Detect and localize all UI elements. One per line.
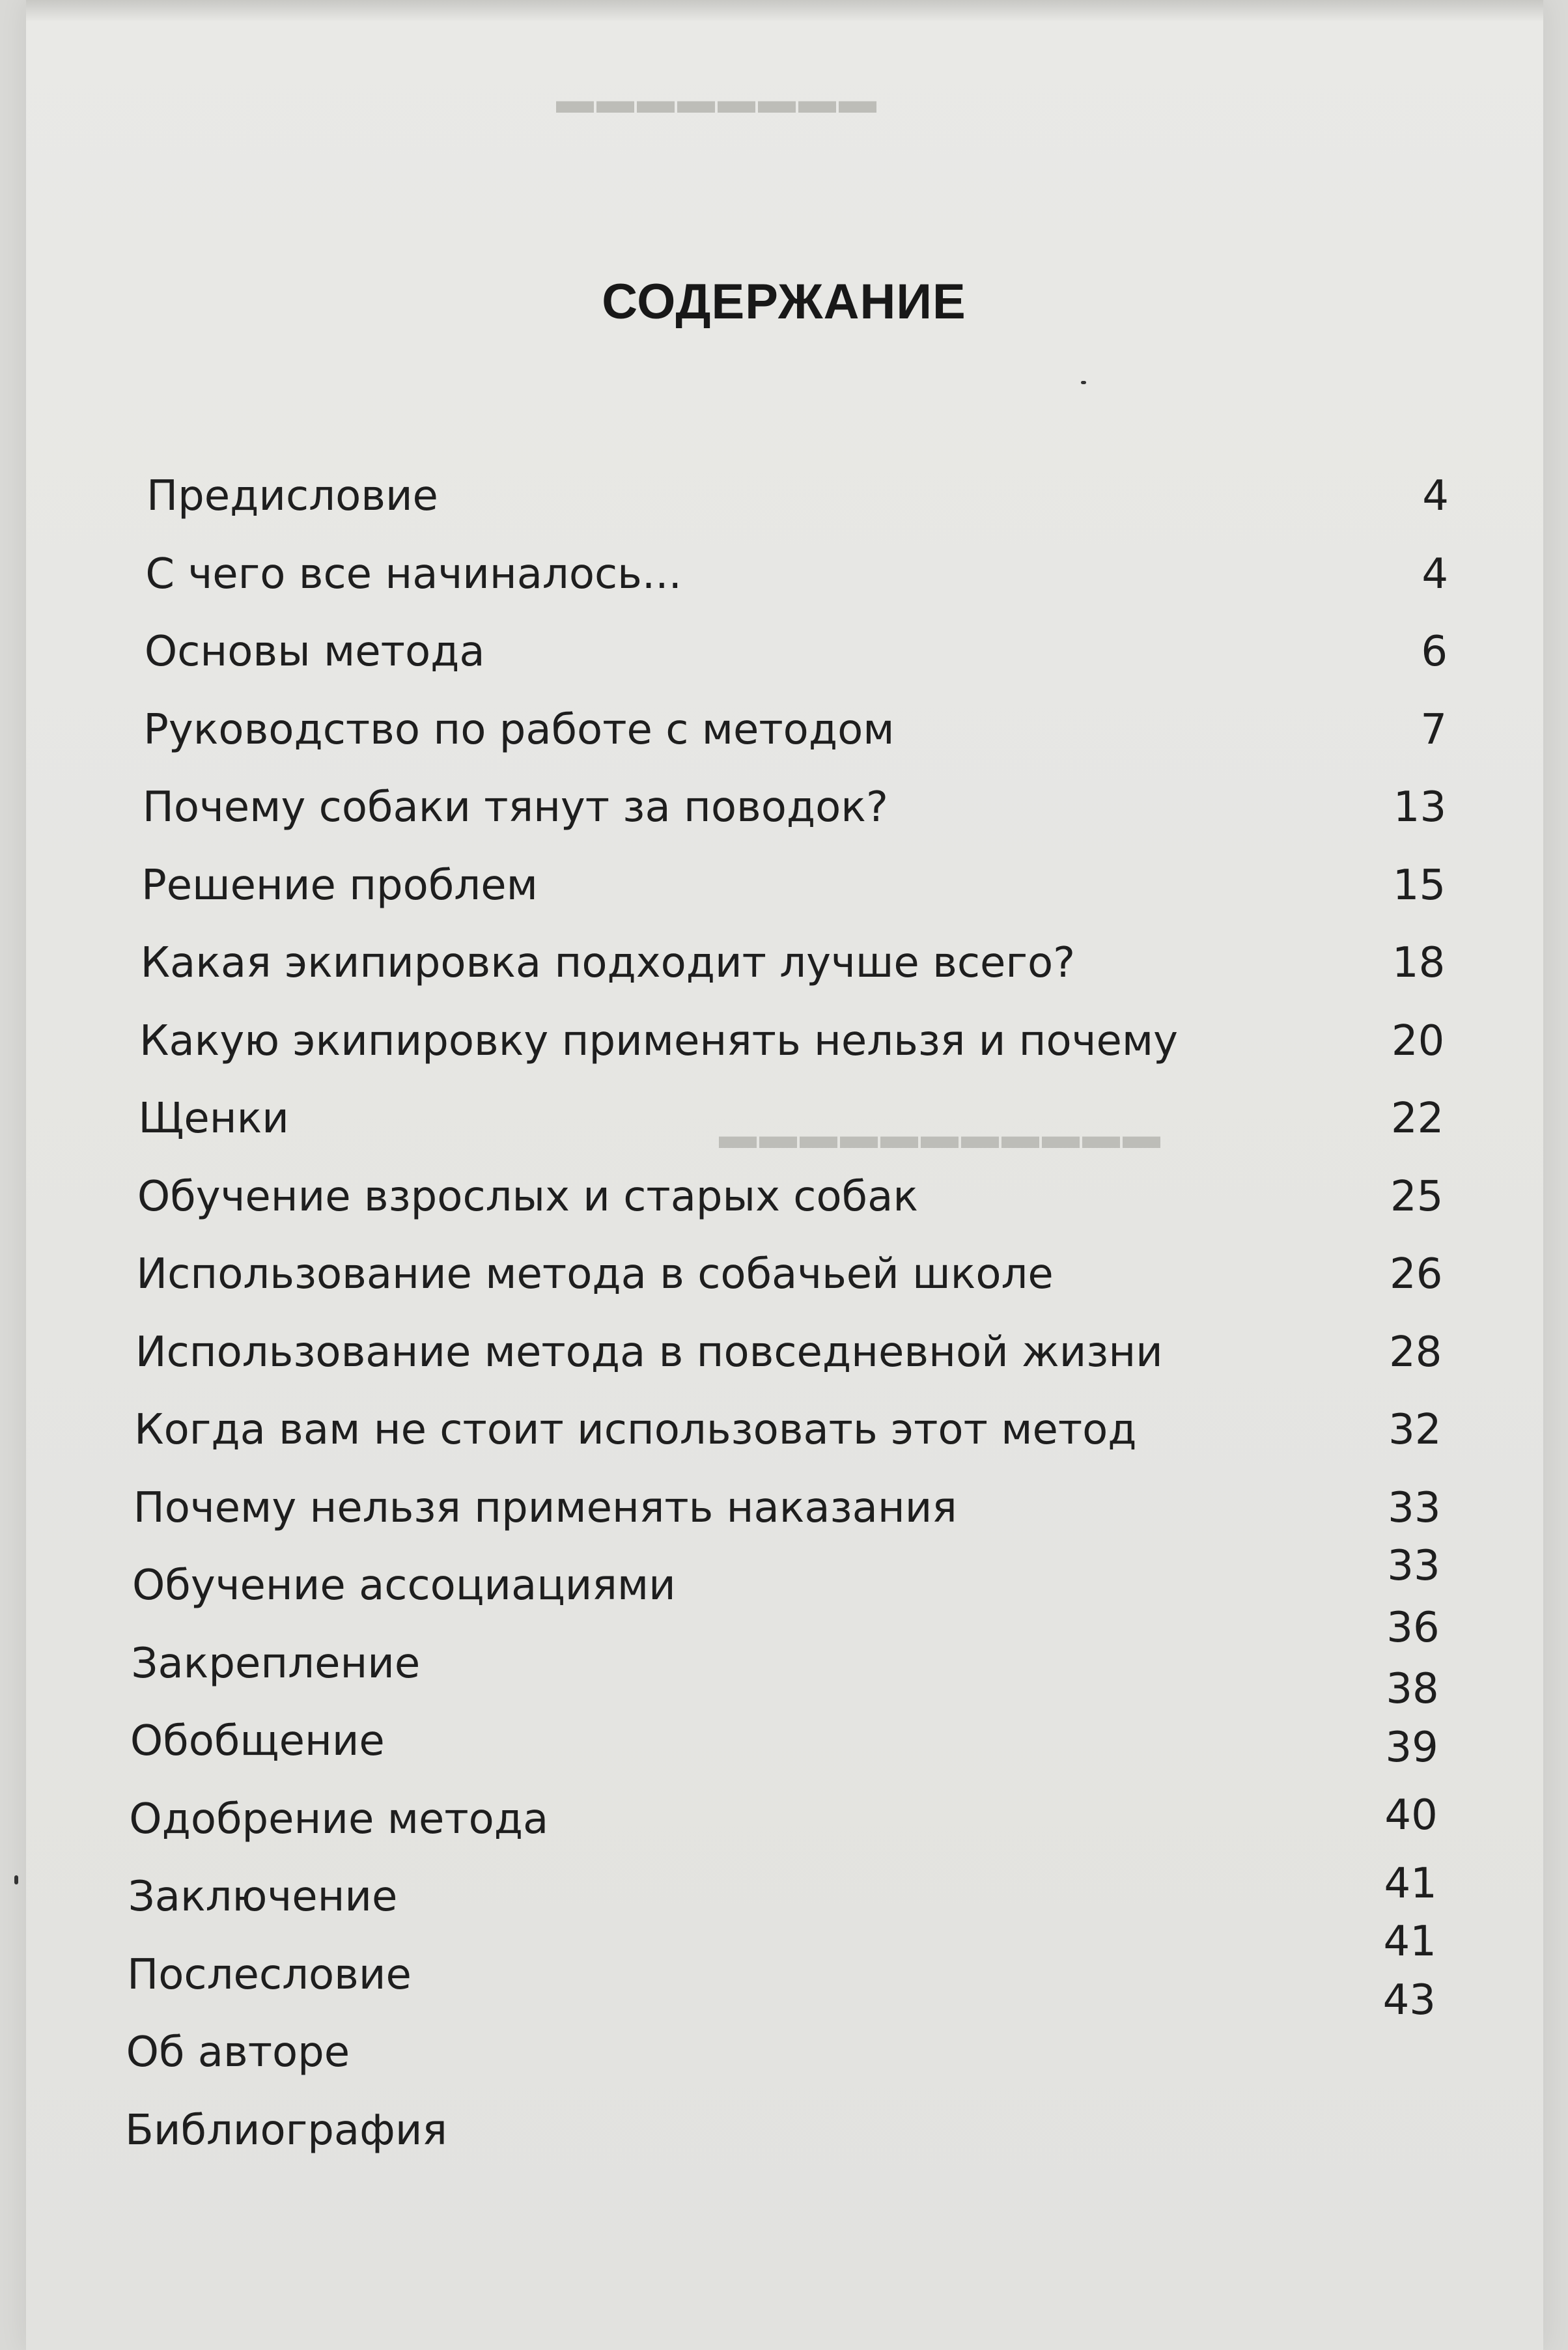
toc-entry	[0, 706, 1568, 777]
toc-entry	[0, 783, 1568, 855]
toc-entry	[0, 1017, 1568, 1089]
toc-entry-page-number: 6	[1421, 628, 1448, 676]
toc-entry	[0, 861, 1568, 933]
toc-entry-page-number: 33	[1387, 1542, 1440, 1590]
page-top-shadow	[26, 0, 1543, 22]
toc-entry-label: Почему нельзя применять наказания	[133, 1483, 957, 1532]
dust-speck	[1081, 381, 1086, 384]
toc-entry-page-number: 20	[1391, 1016, 1445, 1065]
page-title: СОДЕРЖАНИЕ	[602, 274, 966, 329]
toc-entry-label: Обобщение	[130, 1717, 385, 1765]
toc-entry-page-number: 22	[1390, 1095, 1444, 1143]
toc-entry-label: Какая экипировка подходит лучше всего?	[140, 939, 1076, 987]
toc-entry-page-number: 4	[1422, 472, 1449, 520]
toc-entry	[0, 1406, 1568, 1477]
toc-entry	[0, 1173, 1568, 1244]
toc-entry-label: Закрепление	[131, 1639, 421, 1688]
toc-entry-label: Основы метода	[144, 628, 485, 676]
toc-entry-page-number: 43	[1382, 1976, 1436, 2024]
toc-entry-label: Об авторе	[126, 2028, 350, 2077]
toc-entry-label: Обучение ассоциациями	[132, 1561, 676, 1610]
toc-entry-label: Щенки	[138, 1095, 289, 1143]
toc-entry-label: Какую экипировку применять нельзя и почему	[139, 1016, 1178, 1065]
toc-entry-label: Библиография	[125, 2106, 447, 2155]
toc-entry-page-number: 13	[1393, 783, 1447, 832]
toc-entry-label: Почему собаки тянут за поводок?	[142, 783, 888, 832]
toc-entry-page-number: 15	[1392, 861, 1446, 910]
toc-entry-page-number: 41	[1384, 1859, 1437, 1908]
toc-entry-page-number: 26	[1390, 1250, 1443, 1298]
toc-entry	[0, 1095, 1568, 1166]
toc-entry	[0, 1328, 1568, 1400]
toc-entry-page-number: 18	[1392, 939, 1446, 987]
toc-entry-page-number: 39	[1385, 1723, 1438, 1772]
toc-entry-page-number: 36	[1386, 1603, 1440, 1652]
show-through-subheading-decoration: ▬▬▬▬▬▬▬▬▬▬▬	[716, 1114, 1160, 1156]
dust-speck	[14, 1875, 18, 1884]
toc-entry-label: Решение проблем	[141, 861, 538, 910]
toc-entry-page-number: 28	[1389, 1328, 1442, 1377]
toc-entry	[0, 550, 1568, 622]
toc-entry-page-number: 40	[1384, 1791, 1438, 1839]
toc-entry-label: Предисловие	[147, 472, 438, 520]
toc-entry-label: С чего все начиналось...	[145, 550, 682, 598]
toc-entry-label: Одобрение метода	[129, 1795, 549, 1843]
toc-entry-label: Использование метода в повседневной жизни	[135, 1328, 1163, 1377]
toc-entry-page-number: 7	[1420, 705, 1448, 754]
toc-entry-label: Когда вам не стоит использовать этот метод	[134, 1406, 1137, 1454]
toc-entry	[0, 472, 1568, 544]
show-through-heading-decoration: ▬▬▬▬▬▬▬▬	[553, 79, 876, 121]
toc-entry-page-number: 33	[1388, 1483, 1441, 1532]
toc-entry-label: Использование метода в собачьей школе	[136, 1250, 1054, 1298]
toc-entry-page-number: 38	[1386, 1665, 1439, 1713]
toc-entry-page-number: 41	[1383, 1918, 1436, 1966]
toc-entry	[0, 628, 1568, 699]
toc-entry	[0, 939, 1568, 1011]
toc-entry-page-number: 4	[1421, 550, 1449, 598]
toc-entry-label: Послесловие	[127, 1950, 412, 1999]
toc-entry-page-number: 32	[1388, 1406, 1442, 1454]
toc-entry-page-number: 25	[1390, 1172, 1444, 1221]
toc-entry-label: Заключение	[128, 1873, 398, 1921]
toc-entry-label: Обучение взрослых и старых собак	[137, 1172, 918, 1221]
toc-entry-label: Руководство по работе с методом	[143, 705, 895, 754]
toc-entry	[0, 1250, 1568, 1322]
